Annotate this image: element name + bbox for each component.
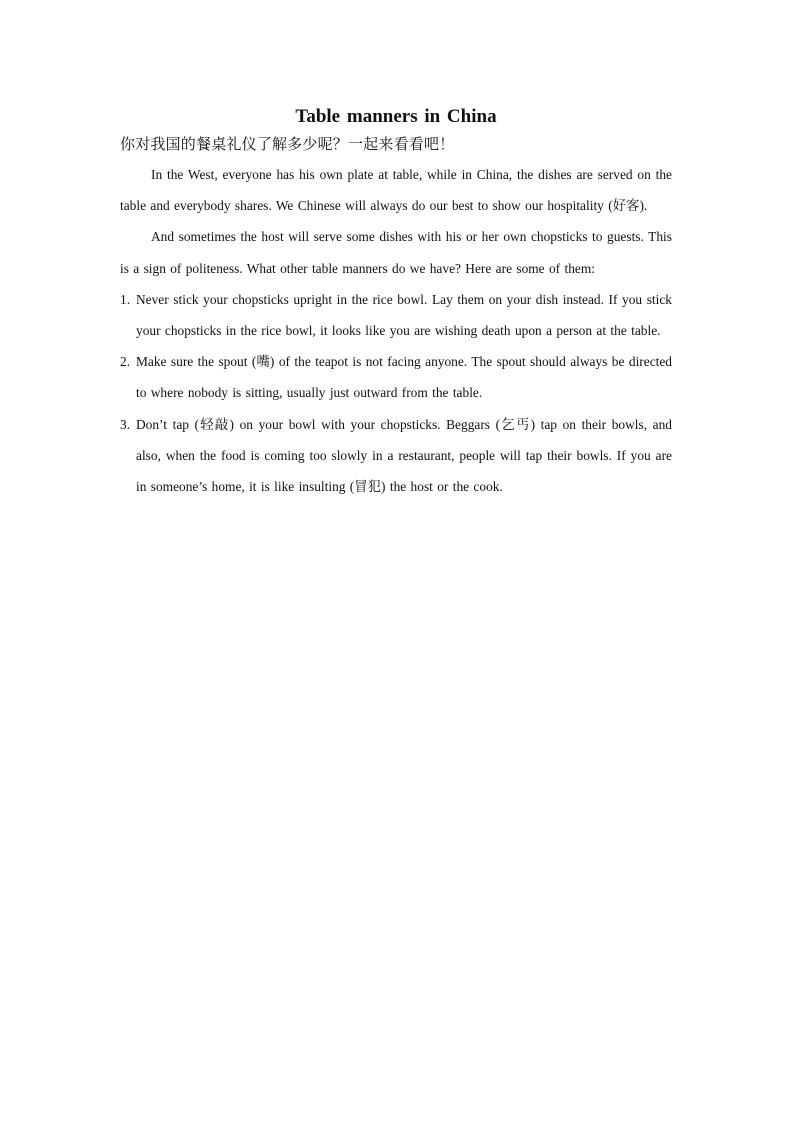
chinese-intro: 你对我国的餐桌礼仪了解多少呢？一起来看看吧！ [120, 135, 455, 153]
list-item [120, 346, 672, 408]
list-item [120, 284, 672, 346]
list-item-text: Don’t tap (轻敲) on your bowl with your chopsticks. Beggars (乞丐) tap on their bowls, and also, when the food is coming too slowly in a restaurant, people will tap their bowls. If you are in someone’s home, it is like insulting (冒犯) the host or the cook. [136, 416, 672, 495]
document-content [120, 104, 672, 502]
list-item-number: 3. [120, 416, 131, 432]
document-title: Table manners in China [295, 106, 497, 127]
paragraph-2: And sometimes the host will serve some dishes with his or her own chopsticks to guests. This is a sign of politeness. What other table manners do we have? Here are some of them: [120, 229, 672, 276]
list-item [120, 409, 672, 503]
list-item-text: Never stick your chopsticks upright in the rice bowl. Lay them on your dish instead. If you stick your chopsticks in the rice bowl, it looks like you are wishing death upon a person at the table. [136, 291, 672, 339]
list-item-number: 2. [120, 354, 131, 370]
table-manners-list [120, 284, 672, 502]
list-item-text: Make sure the spout (嘴) of the teapot is not facing anyone. The spout should always be directed to where nobody is sitting, usually just outward from the table. [136, 354, 672, 401]
list-item-number: 1. [120, 291, 131, 307]
paragraph-1: In the West, everyone has his own plate at table, while in China, the dishes are served on the table and everybody shares. We Chinese will always do our best to show our hospitality (好客). [120, 167, 672, 214]
